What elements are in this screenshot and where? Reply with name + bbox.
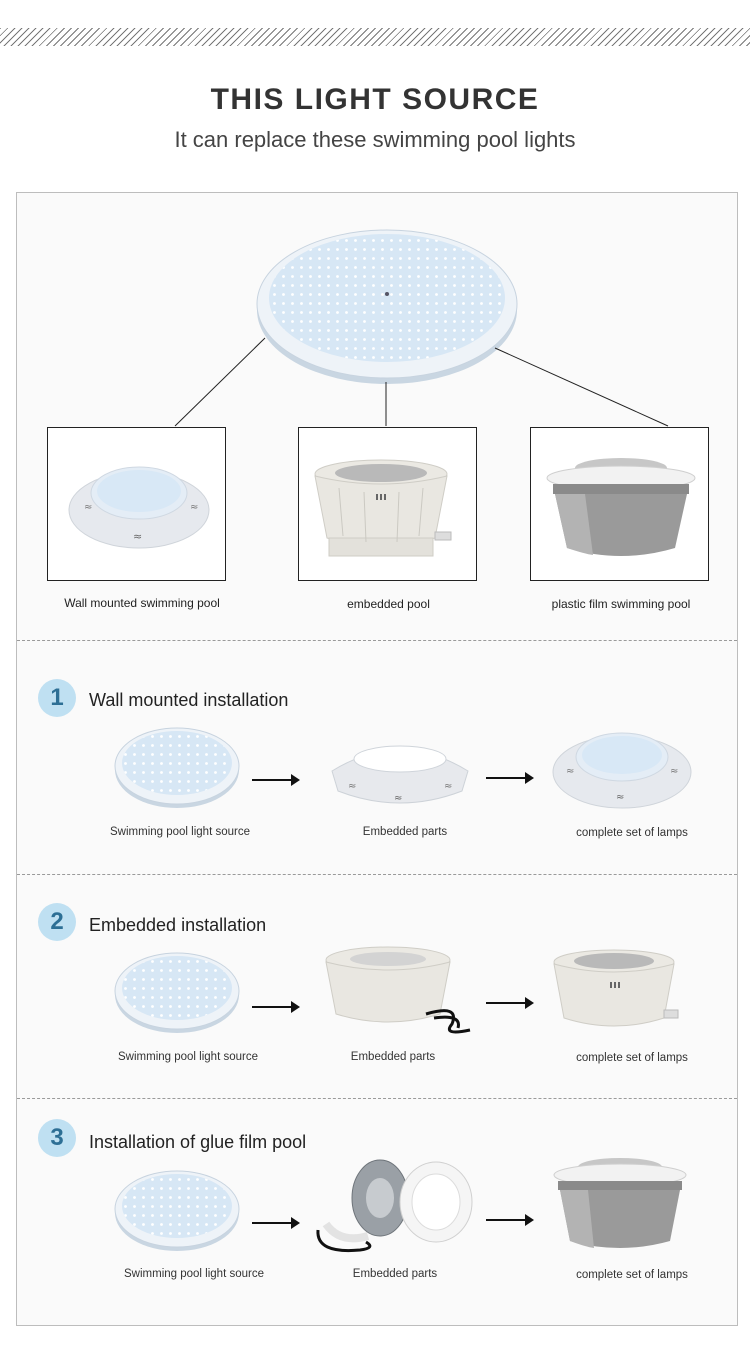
connector-lines xyxy=(0,0,750,440)
arrow-right-icon xyxy=(486,777,532,779)
svg-text:≈: ≈ xyxy=(444,781,453,792)
arrow-right-icon xyxy=(252,779,298,781)
step-3-title: Installation of glue film pool xyxy=(89,1132,307,1152)
embedded-lamp-icon xyxy=(309,458,469,568)
arrow-right-icon xyxy=(252,1006,298,1008)
page-title: THIS LIGHT SOURCE xyxy=(210,83,540,116)
step-2-title: Embedded installation xyxy=(89,915,267,935)
overview-caption-2: embedded pool xyxy=(347,597,430,611)
step-2-item-3: complete set of lamps xyxy=(576,1052,688,1064)
svg-text:≈: ≈ xyxy=(84,502,93,513)
step-3-item-1: Swimming pool light source xyxy=(124,1268,264,1280)
page-subtitle: It can replace these swimming pool lights xyxy=(174,127,576,152)
embedded-lamp-box xyxy=(298,427,477,581)
plastic-film-lamp-icon xyxy=(545,456,697,568)
wall-mounted-lamp-box xyxy=(47,427,226,581)
svg-text:≈: ≈ xyxy=(133,530,143,543)
svg-text:≈: ≈ xyxy=(616,792,625,803)
svg-text:≈: ≈ xyxy=(190,502,199,513)
step-3-item-2: Embedded parts xyxy=(352,1268,438,1280)
complete-lamp-image xyxy=(550,722,694,812)
complete-lamp-image xyxy=(550,948,690,1038)
complete-lamp-image xyxy=(552,1155,692,1259)
step-2-badge: 2 xyxy=(38,903,76,941)
step-1-title: Wall mounted installation xyxy=(89,690,289,710)
svg-text:≈: ≈ xyxy=(348,781,357,792)
arrow-right-icon xyxy=(252,1222,298,1224)
step-1-item-1: Swimming pool light source xyxy=(110,826,250,838)
section-divider xyxy=(17,874,737,875)
section-divider xyxy=(17,1098,737,1099)
light-source-panel-image xyxy=(112,1166,242,1254)
section-divider xyxy=(17,640,737,641)
light-source-panel-image xyxy=(112,723,242,811)
embedded-housing-part-image xyxy=(322,944,472,1040)
overview-caption-1: Wall mounted swimming pool xyxy=(64,596,220,610)
step-1-item-2: Embedded parts xyxy=(362,826,448,838)
svg-text:≈: ≈ xyxy=(566,766,575,777)
arrow-right-icon xyxy=(486,1219,532,1221)
step-3-item-3: complete set of lamps xyxy=(576,1269,688,1281)
svg-text:≈: ≈ xyxy=(670,766,679,777)
svg-text:≈: ≈ xyxy=(394,793,403,804)
arrow-right-icon xyxy=(486,1002,532,1004)
step-1-badge: 1 xyxy=(38,679,76,717)
plastic-film-lamp-box xyxy=(530,427,709,581)
step-1-item-3: complete set of lamps xyxy=(576,827,688,839)
glue-film-parts-image xyxy=(310,1158,480,1258)
overview-caption-3: plastic film swimming pool xyxy=(551,597,691,611)
embedded-ring-part-image xyxy=(328,733,472,811)
step-2-item-1: Swimming pool light source xyxy=(118,1051,258,1063)
wall-mounted-lamp-icon xyxy=(66,448,212,558)
light-source-panel-image xyxy=(112,948,242,1036)
step-3-badge: 3 xyxy=(38,1119,76,1157)
step-2-item-2: Embedded parts xyxy=(350,1051,436,1063)
